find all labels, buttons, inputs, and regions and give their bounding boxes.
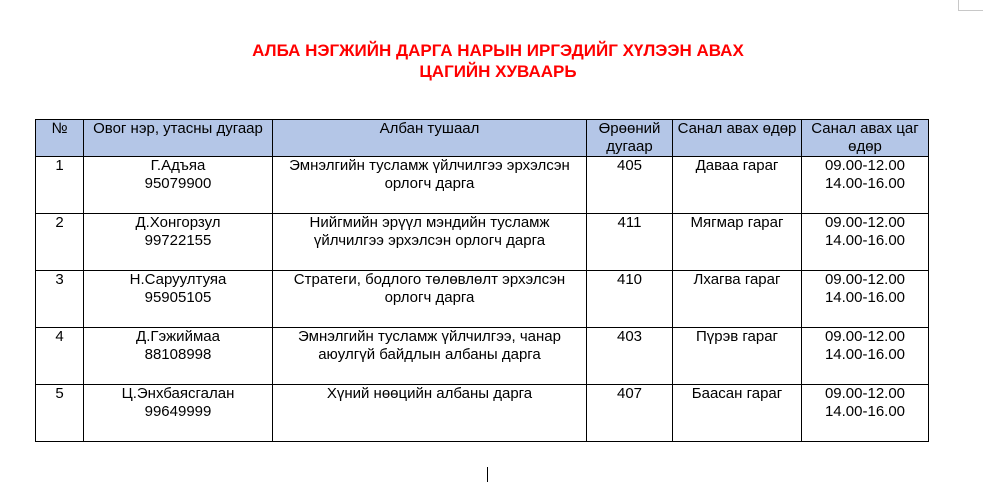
cell-name-phone-phone: 99722155 [144,232,212,249]
cell-room-room: 407 [616,385,643,402]
schedule-table [35,119,929,442]
cell-name-phone [84,328,273,385]
header-day: Санал авах өдөр [673,120,802,157]
cell-position [273,214,587,271]
cell-time-time2: 14.00-16.00 [824,175,906,192]
title-line-1: АЛБА НЭГЖИЙН ДАРГА НАРЫН ИРГЭДИЙГ ХҮЛЭЭН АВАХ [252,41,744,60]
cell-room [587,214,673,271]
cell-num [36,271,84,328]
cell-day-day: Баасан гараг [691,385,783,402]
cell-time-time2: 14.00-16.00 [824,403,906,420]
cell-day [673,271,802,328]
cell-time-time1: 09.00-12.00 [824,271,906,288]
cell-room [587,271,673,328]
cell-name-phone-phone: 95905105 [144,289,212,306]
cell-time-time1: 09.00-12.00 [824,328,906,345]
cell-room-room: 410 [616,271,643,288]
cell-position [273,157,587,214]
cell-room [587,385,673,442]
cell-room-room: 403 [616,328,643,345]
cell-day [673,214,802,271]
cell-time-time1: 09.00-12.00 [824,385,906,402]
cell-position [273,385,587,442]
cell-name-phone-name: Г.Адъяа [150,157,206,174]
cell-position-position: Хүний нөөцийн албаны дарга [326,385,533,402]
cell-name-phone-phone: 88108998 [144,346,212,363]
cell-day [673,157,802,214]
header-position: Албан тушаал [273,120,587,157]
cell-room-room: 411 [617,214,642,231]
page-corner-mark [958,0,983,11]
cell-room [587,328,673,385]
cell-name-phone [84,271,273,328]
cell-num [36,328,84,385]
cell-position-position: Эмнэлгийн тусламж үйлчилгээ эрхэлсэн орлогч дарга [289,157,570,192]
cell-name-phone [84,385,273,442]
cell-name-phone-phone: 95079900 [144,175,212,192]
cell-time-time2: 14.00-16.00 [824,289,906,306]
table-header-row [36,120,929,157]
cell-time [802,328,929,385]
cell-position-position: Стратеги, бодлого төлөвлөлт эрхэлсэн орлогч дарга [293,271,566,306]
cell-time [802,271,929,328]
cell-position [273,328,587,385]
table-row [36,157,929,214]
cell-num-num: 1 [55,157,64,174]
cell-day-day: Пүрэв гараг [695,328,779,345]
cell-num-num: 3 [55,271,64,288]
cell-position [273,271,587,328]
header-room: Өрөөний дугаар [587,120,673,157]
cell-num-num: 2 [55,214,64,231]
cell-num [36,214,84,271]
cell-num [36,385,84,442]
header-num: № [36,120,84,157]
cell-name-phone-name: Д.Гэжиймаа [136,328,220,345]
cell-name-phone-name: Д.Хонгорзул [135,214,221,231]
cell-num-num: 4 [55,328,64,345]
cell-time-time1: 09.00-12.00 [824,157,906,174]
table-row [36,214,929,271]
document-title [0,40,996,82]
text-cursor [487,467,488,482]
cell-time [802,385,929,442]
cell-name-phone [84,214,273,271]
cell-time [802,214,929,271]
title-line-2: ЦАГИЙН ХУВААРЬ [419,62,577,81]
cell-num-num: 5 [55,385,64,402]
table-row [36,271,929,328]
cell-name-phone-name: Н.Саруултуяа [129,271,227,288]
cell-time-time2: 14.00-16.00 [824,232,906,249]
cell-name-phone-name: Ц.Энхбаясгалан [121,385,235,402]
table-row [36,385,929,442]
cell-room-room: 405 [616,157,643,174]
cell-day-day: Мягмар гараг [690,214,784,231]
cell-day [673,328,802,385]
cell-time [802,157,929,214]
header-name: Овог нэр, утасны дугаар [84,120,273,157]
table-row [36,328,929,385]
cell-num [36,157,84,214]
cell-day-day: Даваа гараг [695,157,779,174]
header-time: Санал авах цаг өдөр [802,120,929,157]
cell-room [587,157,673,214]
cell-position-position: Эмнэлгийн тусламж үйлчилгээ, чанар аюулгүй байдлын албаны дарга [298,328,561,363]
cell-day [673,385,802,442]
cell-time-time1: 09.00-12.00 [824,214,906,231]
cell-time-time2: 14.00-16.00 [824,346,906,363]
cell-name-phone-phone: 99649999 [144,403,212,420]
cell-name-phone [84,157,273,214]
cell-day-day: Лхагва гараг [693,271,781,288]
cell-position-position: Нийгмийн эрүүл мэндийн тусламж үйлчилгээ эрхэлсэн орлогч дарга [309,214,550,249]
